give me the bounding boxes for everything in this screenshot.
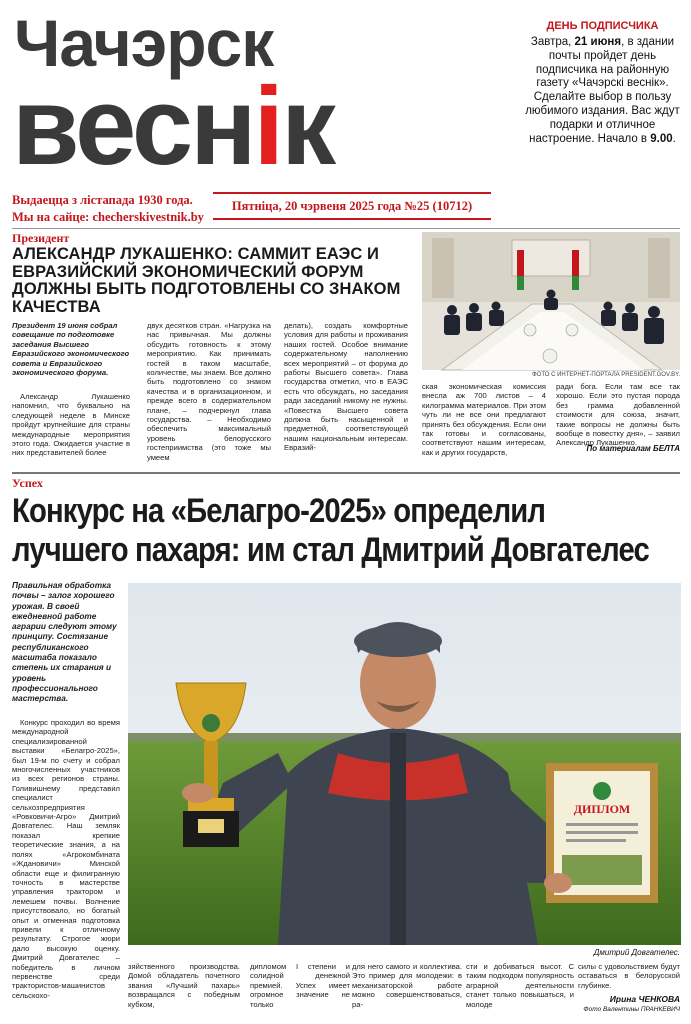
article1-source: По материалам БЕЛТА — [586, 444, 680, 453]
article2-column: сти и добиваться высот. С таким подходом популярность аграрной деятельности станет только повышаться, и молоде — [466, 962, 574, 1009]
svg-text:ДИПЛОМ: ДИПЛОМ — [573, 802, 631, 816]
masthead-part: н — [190, 65, 254, 188]
meeting-photo-credit: ФОТО С ИНТЕРНЕТ-ПОРТАЛА PRESIDENT.GOV.BY. — [532, 372, 680, 378]
meeting-photo — [422, 232, 680, 370]
masthead-part: вес — [12, 65, 191, 188]
article2-column: зяйственного производства. Домой обладатель почетного звания «Лучший пахарь» возвращался с победным кубком, — [128, 962, 240, 1009]
divider — [12, 228, 680, 229]
article1-column: ради бога. Если там все так хорошо. Если это пустая порода без грамма добавленной стоимости для союза, значит, такие вопросы не должны быть вообще в повестку дня», – заявил Александр Лукашенко. — [556, 382, 680, 448]
headline-line: Конкурс на «Белагро-2025» определил — [12, 492, 546, 530]
founding-info — [12, 192, 204, 226]
rubric-success: Успех — [12, 476, 43, 490]
article2-column: дипломом I степени и солидной денежной премией. Успех имеет огромное значение не только — [250, 962, 350, 1009]
headline-line: лучшего пахаря: им стал Дмитрий Довгателес — [12, 530, 649, 569]
subs-part: . — [672, 132, 676, 145]
article1-column: делать), создать комфортные условия для работы и проживания наших гостей. Особое внимание содержательному наполнению всех мероприятий – от форума до работы Высшего совета». Глава государства отметил, что в ЕАЭС есть что обсуждать, но заседания ради заседаний никому не нужны. «Повестка Высшего совета должна быть насыщенной и предметной, соответствующей нашим национальным интересам. Евразий- — [284, 321, 408, 453]
rubric-president: Президент — [12, 231, 70, 245]
issue-dateline: Пятніца, 20 чэрвеня 2025 года №25 (10712) — [213, 192, 491, 220]
founded-text: Выдаецца з лістапада 1930 года. — [12, 193, 193, 207]
masthead-accent-letter: і — [253, 65, 282, 188]
winner-photo-caption: Дмитрий Довгателес. — [593, 948, 680, 957]
article1-headline: АЛЕКСАНДР ЛУКАШЕНКО: САММИТ ЕАЭС И ЕВРАЗИЙСКИЙ ЭКОНОМИЧЕСКИЙ ФОРУМ ДОЛЖНЫ БЫТЬ ПОДГОТОВЛЕНЫ СО ЗНАКОМ КАЧЕСТВА — [12, 245, 401, 316]
diploma-frame — [544, 763, 658, 903]
article2-column: Конкурс проходил во время международной специализированной выставки «Белагро-2025», был 19-м по счету и собрал многочисленных участников из всех регионов страны. Голивишнему представил специалист сельхозпредприятия «Ровковичи-Агро» Дмитрий Довгателес. Наш земляк показал крепкие теоретические знания, а на полях «Агрокомбината «Ждановичи» Минской области еще и филигранную точность в мастерстве управления трактором и лемешем почвы. Волнение присутствовало, но богатый опыт и отменная подготовка привели к отличному результату. Строгое жюри дало высокую оценку. Дмитрий Довгателес – победитель в личном первенстве среди трактористов-машинистов сельскохо- — [12, 718, 120, 1000]
article1-column: Александр Лукашенко напомнил, что буквально на следующей неделе в Минске пройдут крупнейшие для страны международные мероприятия этого года. Ожидается участие в них представителей более — [12, 392, 130, 458]
article2-lead: Правильная обработка почвы – залог хорошего урожая. В своей ежедневной работе аграрии следуют этому принципу. Состязание республиканского масштаба показало степень их старания и уровень профессионального мастерства. — [12, 580, 117, 704]
subscription-heading: ДЕНЬ ПОДПИСЧИКА — [546, 20, 659, 32]
article1-column: ская экономическая комиссия внесла аж 700 листов – 4 килограмма материалов. При этом чуть ли не все они предлагают принять без обсуждения. Если они так готовы и согласованы, соответствуют нашим интересам, как и других государств, — [422, 382, 546, 457]
subs-part: Завтра, — [530, 36, 575, 48]
divider — [12, 472, 680, 474]
article1-lead: Президент 19 июня собрал совещание по подготовке заседания Высшего Евразийского экономического совета и Евразийского экономического форума. — [12, 321, 130, 378]
article2-column: силы с удовольствием будут оставаться в белорусской глубинке. — [578, 962, 680, 990]
masthead-title-line1: Чачэрск — [14, 6, 274, 80]
subscription-text — [520, 36, 685, 146]
subs-time: 9.00 — [650, 132, 673, 145]
article2-photo-credit: Фото Валентины ПРАНКЕВИЧ — [583, 1006, 680, 1013]
masthead-part: к — [281, 65, 334, 188]
article2-column: для него самого и коллектива. Это пример для молодежи: в механизаторской работе можно совершенствоваться, ра- — [352, 962, 462, 1009]
article2-headline — [12, 492, 683, 570]
website-text: Мы на сайце: checherskivestnik.by — [12, 209, 204, 224]
article1-column: двух десятков стран. «Нагрузка на нас привычная. Мы должны обсудить готовность к этому мероприятию. Как принимать гостей в таком масштабе, количестве, мы знаем. Все должно быть подготовлено со знаком качества и в организационном, и прежде всего в содержательном плане, – подчеркнул глава государства. – Необходимо обеспечить максимальный уровень белорусского гостеприимства (это тоже мы умеем — [147, 321, 271, 462]
subs-part: , в здании почты пройдет день подписчика на районную газету «Чачэрскі веснік». Сделайте выбор в пользу любимого издания. Вас ждут подарки и отличное настроение. Начало в — [525, 36, 680, 145]
masthead-title-line2 — [12, 65, 334, 188]
article2-author: Ирина ЧЕНКОВА — [609, 994, 680, 1004]
subs-date: 21 июня — [574, 36, 622, 48]
winner-photo — [128, 583, 681, 945]
